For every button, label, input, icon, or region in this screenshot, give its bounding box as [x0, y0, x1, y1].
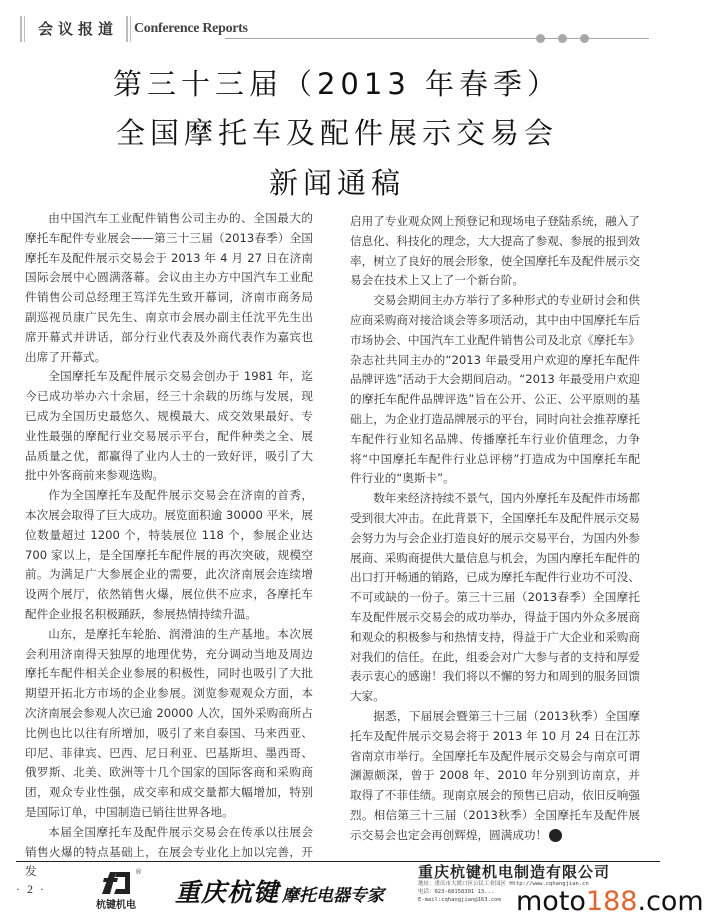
article-paragraph-text: 据悉，下届展会暨第三十三届（2013秋季）全国摩托车及配件展示交易会将于 2013 年 10 月 24 日在江苏省南京市举行。全国摩托车及配件展示交易会与南京可谓渊源颇深，曾于 2008 年、2010 年分别到访南京，并取得了不菲佳绩。现南京展会的预售已启动，依旧反响强烈。相信第三十三届（2013秋季）全国摩托车及配件展示交易会也定会再创辉煌，圆满成功！ — [350, 708, 640, 842]
company-address: 地址：重庆市大渡口区公民工业园区 Http://www.cqhangjian.cn — [418, 881, 589, 887]
company-email: E-mail:cqhangjian@163.com — [418, 897, 501, 903]
hangjian-logo-icon — [100, 868, 132, 894]
article-title-line-2: 全国摩托车及配件展示交易会 — [115, 116, 558, 150]
article-paragraph: 本届全国摩托车及配件展示交易会在传承以往展会销售火爆的特点基础上，在展会专业化上加以完善，开发 — [25, 824, 313, 879]
section-header — [20, 12, 654, 42]
section-title-en: Conference Reports — [134, 21, 248, 36]
article-paragraph: 山东，是摩托车轮胎、润滑油的生产基地。本次展会利用济南得天独厚的地理优势，充分调动当地及周边摩托车配件相关企业参展的积极性，同时也吸引了大批期望开拓北方市场的企业参展。浏览参观观众方面，本次济南展会参观人次已逾 20000 人次，国外采购商所占比例也比以往有所增加，吸引了来自泰国、马来西亚、印尼、菲律宾、巴西、尼日利亚、巴基斯坦、墨西哥、俄罗斯、北美、欧洲等十几个国家的国际客商和采购商团，观众专业性强，成交率和成交量都大幅增加，特别是国际订单，中国制造已销往世界各地。 — [25, 626, 313, 819]
header-divider — [24, 16, 25, 42]
header-divider — [126, 16, 128, 42]
header-divider — [130, 16, 131, 42]
header-dot-icon — [536, 34, 545, 43]
header-dot-icon — [580, 34, 589, 43]
logo-text: 杭键机电 — [96, 900, 136, 911]
company-logo — [88, 868, 142, 912]
watermark-prefix: moto — [516, 886, 586, 917]
article-paragraph: 交易会期间主办方举行了多种形式的专业研讨会和供应商采购商对接洽谈会等多项活动，其中由中国摩托车后市场协会、中国汽车工业配件销售公司及北京《摩托车》杂志社共同主办的“2013 年最受用户欢迎的摩托车配件品牌评选”活动于大会期间启动。“2013 年最受用户欢迎的摩托车配件品牌评选”旨在公开、公正、公平原则的基础上，为企业打造品牌展示的平台，同时向社会推荐摩托车配件行业知名品牌、传播摩托车行业价值理念，力争将“中国摩托车配件行业总评榜”打造成为中国摩托车配件行业的“奥斯卡”。 — [350, 293, 640, 486]
header-divider — [20, 16, 22, 42]
article-paragraph-last — [350, 707, 640, 846]
footer-rule — [16, 861, 660, 862]
article-paragraph: 全国摩托车及配件展示交易会创办于 1981 年，迄今已成功举办六十余届，经三十余载的历练与发展，现已成为全国历史最悠久、规模最大、成交效果最好、专业性最强的摩配行业交易展示平台，配件种类之全、展品质量之优，都赢得了业内人士的一致好评，吸引了大批中外客商前来参观选购。 — [25, 369, 313, 483]
article-paragraph: 由中国汽车工业配件销售公司主办的、全国最大的摩托车配件专业展会——第三十三届（2013春季）全国摩托车及配件展示交易会于 2013 年 4 月 27 日在济南国际会展中心圆满落幕。会议由主办方中国汽车工业配件销售公司总经理王笃洋先生致开幕词，济南市商务局副巡视员康广民先生、南京市会展办副主任沈平先生出席开幕式并讲话，部分行业代表及外商代表作为嘉宾也出席了开幕式。 — [25, 211, 313, 364]
site-watermark — [516, 888, 704, 916]
page-number: · 2 · — [16, 882, 46, 896]
header-dot-icon — [558, 34, 567, 43]
company-phone: 电话：023-68158301 13... — [418, 889, 495, 895]
article-title-line-3: 新闻通稿 — [268, 166, 405, 200]
section-title-cn: 会议报道 — [38, 20, 119, 38]
article-paragraph: 作为全国摩托车及配件展示交易会在济南的首秀，本次展会取得了巨大成功。展览面积逾 30000 平米，展位数量超过 1200 个，特装展位 118 个，参展企业达 700 家以上，是全国摩托车配件展的再次突破，规模空前。为满足广大参展企业的需要，此次济南展会连续增设两个展厅，依然销售火爆，展位供不应求，各摩托车配件企业报名积极踊跃，参展热情持续升温。 — [25, 488, 313, 621]
article-column-left — [25, 209, 313, 882]
watermark-suffix: .com — [637, 886, 704, 917]
ad-brand-name: 重庆杭键 — [175, 878, 280, 907]
article-column-right — [350, 212, 640, 846]
article-paragraph: 启用了专业观众网上预登记和现场电子登陆系统，融入了信息化、科技化的理念，大大提高了参观、参展的报到效率，树立了良好的展会形象，使全国摩托车及配件展示交易会在技术上又上了一个新台阶。 — [350, 214, 640, 288]
ad-slogan: 摩托电器专家 — [282, 886, 384, 906]
watermark-highlight: 188 — [585, 886, 638, 917]
article-paragraph: 数年来经济持续不景气，国内外摩托车及配件市场都受到很大冲击。在此背景下，全国摩托车及配件展示交易会努力为与会企业打造良好的展示交易平台，为国内外参展商、采购商提供大量信息与机会，为国内摩托车配件的出口打开畅通的销路，已成为摩托车配件行业功不可没、不可或缺的一份子。第三十三届（2013春季）全国摩托车及配件展示交易会的成功举办，得益于国内外众多展商和观众的积极参与和热情支持，得益于广大企业和采购商对我们的信任。在此，组委会对广大参与者的支持和厚爱表示衷心的感谢！我们将以不懈的努力和周到的服务回馈大家。 — [350, 491, 640, 704]
article-title-line-1: 第三十三届（2013 年春季） — [112, 67, 562, 101]
registered-mark: ® — [135, 868, 142, 876]
end-mark-icon: M — [549, 829, 562, 842]
company-name: 重庆杭键机电制造有限公司 — [418, 863, 611, 881]
